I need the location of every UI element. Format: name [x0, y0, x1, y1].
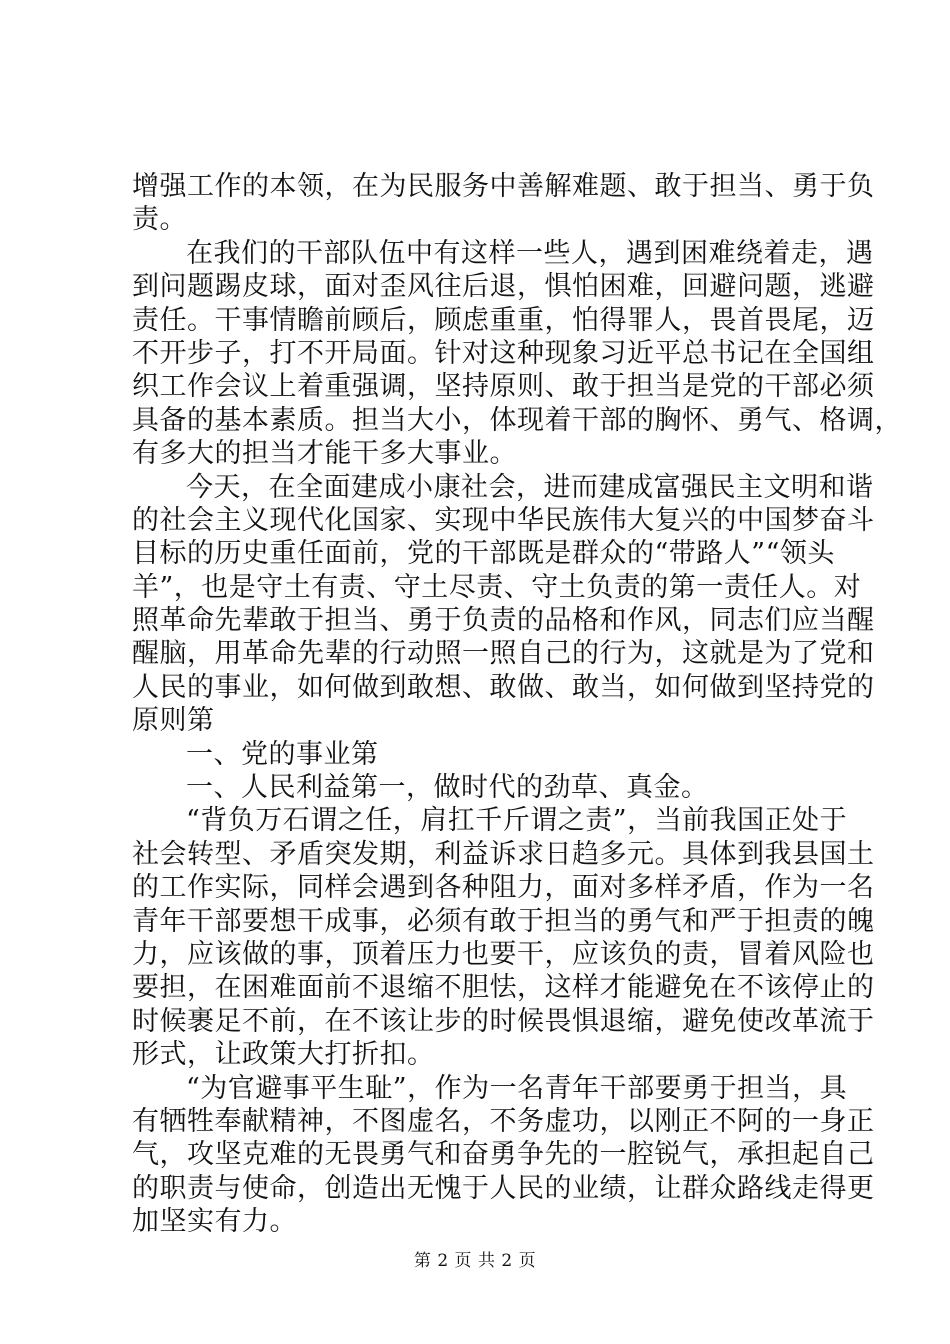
text-line: 有牺牲奉献精神，不图虚名，不务虚功，以刚正不阿的一身正 [132, 1105, 875, 1137]
text-line: 到问题踢皮球，面对歪风往后退，惧怕困难，回避问题，逃避 [132, 271, 875, 303]
text-line: 在我们的干部队伍中有这样一些人，遇到困难绕着走，遇 [186, 237, 874, 269]
text-line: 责任。干事情瞻前顾后，顾虑重重，怕得罪人，畏首畏尾，迈 [132, 304, 875, 336]
text-line: 有多大的担当才能干多大事业。 [132, 438, 517, 470]
text-line: 时候裹足不前，在不该让步的时候畏惧退缩，避免使改革流于 [132, 1005, 875, 1037]
text-line: “为官避事平生耻”，作为一名青年干部要勇于担当，具 [186, 1072, 848, 1104]
text-line: 的社会主义现代化国家、实现中华民族伟大复兴的中国梦奋斗 [132, 504, 875, 536]
text-line: 具备的基本素质。担当大小，体现着干部的胸怀、勇气、格调， [132, 404, 902, 436]
page-footer: 第 2 页 共 2 页 [413, 1251, 537, 1271]
text-line: 羊”，也是守土有责、守土尽责、守土负责的第一责任人。对 [132, 571, 862, 603]
text-line: 织工作会议上着重强调，坚持原则、敢于担当是党的干部必须 [132, 371, 875, 403]
text-line: 的工作实际，同样会遇到各种阻力，面对多样矛盾，作为一名 [132, 872, 875, 904]
text-line: 形式，让政策大打折扣。 [132, 1039, 435, 1071]
text-line: 气，攻坚克难的无畏勇气和奋勇争先的一腔锐气，承担起自己 [132, 1139, 875, 1171]
document-body [132, 170, 902, 1239]
text-line: 醒脑，用革命先辈的行动照一照自己的行为，这就是为了党和 [132, 638, 875, 670]
text-line: 原则第 [132, 705, 215, 737]
text-line: 目标的历史重任面前，党的干部既是群众的“带路人”“领头 [132, 538, 835, 570]
text-line: 责。 [132, 204, 187, 236]
text-line: 一、党的事业第 [186, 738, 379, 770]
text-line: 一、人民利益第一，做时代的劲草、真金。 [186, 772, 709, 804]
text-line: 加坚实有力。 [132, 1206, 297, 1238]
text-line: 今天，在全面建成小康社会，进而建成富强民主文明和谐 [186, 471, 874, 503]
text-line: 不开步子，打不开局面。针对这种现象习近平总书记在全国组 [132, 337, 875, 369]
text-line: 力，应该做的事，顶着压力也要干，应该负的责，冒着风险也 [132, 938, 875, 970]
text-line: 要担，在困难面前不退缩不胆怯，这样才能避免在不该停止的 [132, 972, 875, 1004]
text-line: 增强工作的本领，在为民服务中善解难题、敢于担当、勇于负 [132, 171, 875, 202]
text-line: “背负万石谓之任，肩扛千斤谓之责”，当前我国正处于 [186, 805, 848, 837]
text-line: 的职责与使命，创造出无愧于人民的业绩，让群众路线走得更 [132, 1172, 875, 1204]
text-line: 社会转型、矛盾突发期，利益诉求日趋多元。具体到我县国土 [132, 838, 875, 870]
text-line: 照革命先辈敢于担当、勇于负责的品格和作风，同志们应当醒 [132, 605, 875, 637]
text-line: 青年干部要想干成事，必须有敢于担当的勇气和严于担责的魄 [132, 905, 875, 937]
text-line: 人民的事业，如何做到敢想、敢做、敢当，如何做到坚持党的 [132, 671, 875, 703]
